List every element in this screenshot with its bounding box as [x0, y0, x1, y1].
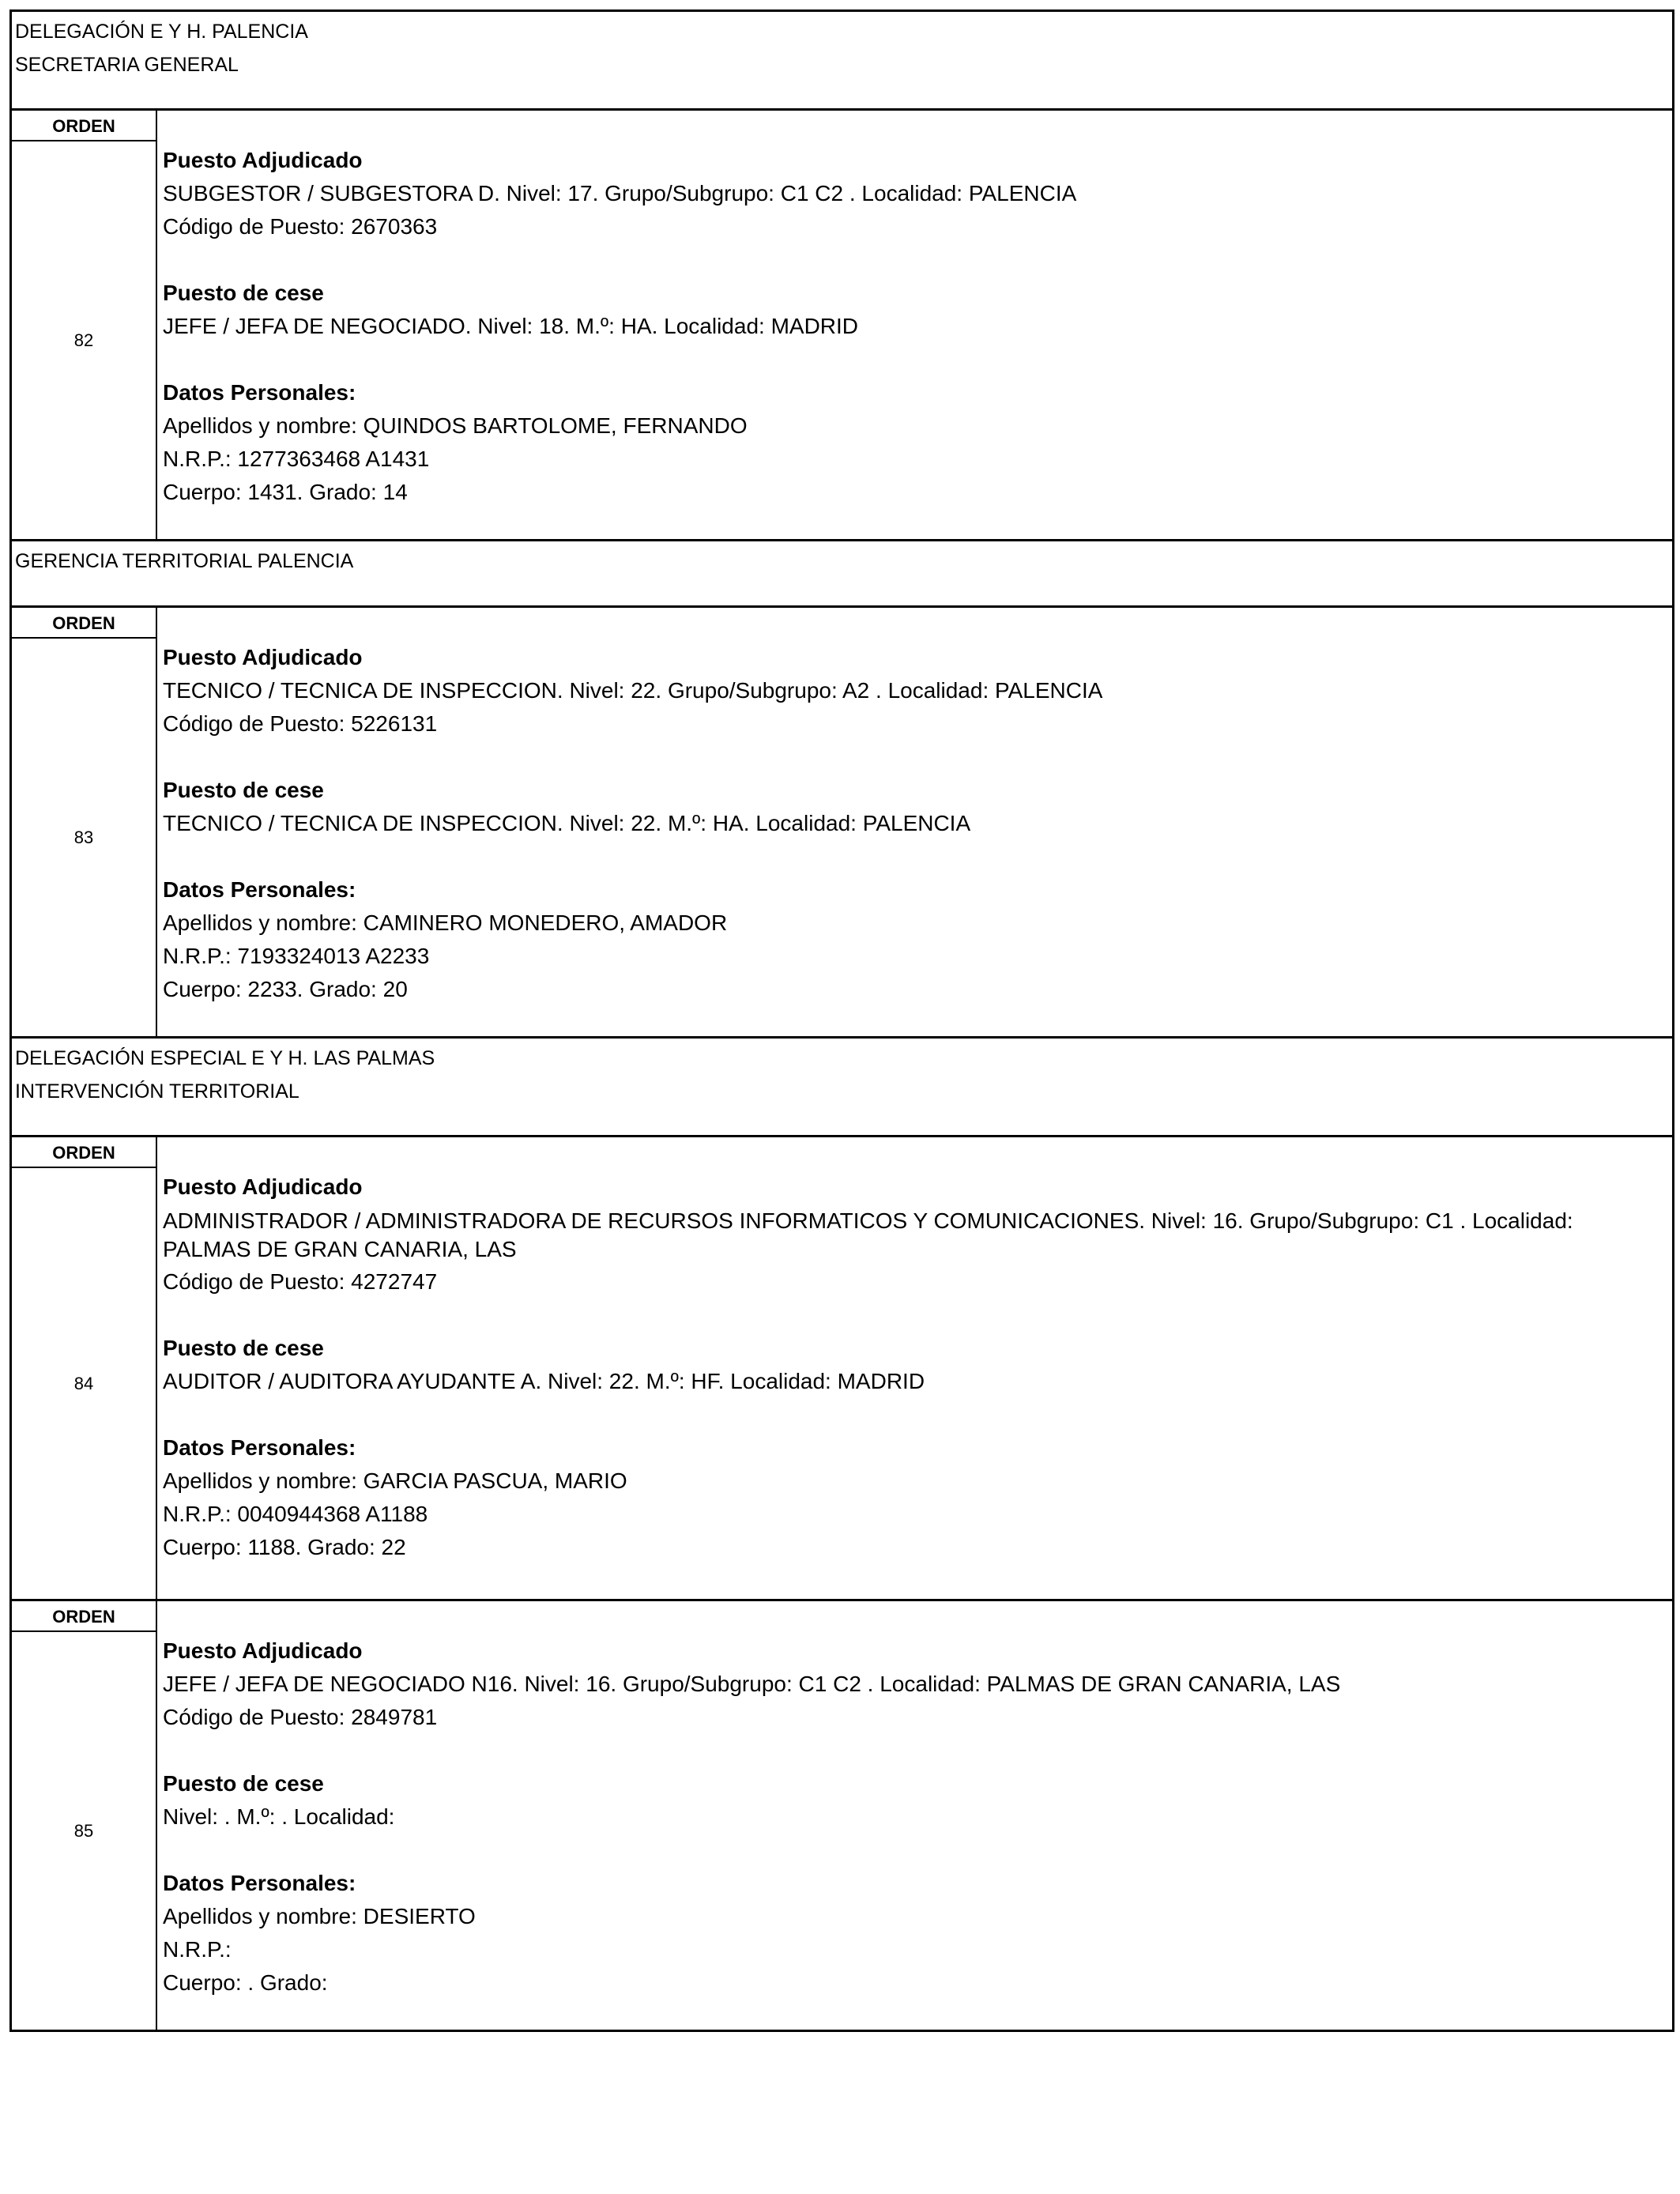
section-header	[12, 1036, 1672, 1135]
codigo-puesto: Código de Puesto: 2849781	[163, 1705, 438, 1729]
puesto-adjudicado-title: Puesto Adjudicado	[163, 1174, 363, 1199]
nrp: N.R.P.: 0040944368 A1188	[163, 1502, 428, 1526]
puesto-cese: Nivel: . M.º: . Localidad:	[163, 1804, 395, 1829]
orden-column	[12, 1601, 157, 2030]
puesto-adjudicado-title: Puesto Adjudicado	[163, 645, 363, 669]
section-header	[12, 9, 1672, 108]
apellidos-nombre: Apellidos y nombre: DESIERTO	[163, 1904, 476, 1928]
nrp: N.R.P.: 7193324013 A2233	[163, 944, 430, 968]
datos-personales-title: Datos Personales:	[163, 877, 356, 902]
section-header	[12, 539, 1672, 605]
puesto-adjudicado: SUBGESTOR / SUBGESTORA D. Nivel: 17. Grupo/Subgrupo: C1 C2 . Localidad: PALENCIA	[163, 181, 1077, 205]
cuerpo-grado: Cuerpo: . Grado:	[163, 1970, 328, 1995]
section-header-line: SECRETARIA GENERAL	[15, 54, 239, 76]
datos-personales-title: Datos Personales:	[163, 1871, 356, 1895]
record-details	[157, 608, 1672, 1036]
puesto-adjudicado: TECNICO / TECNICA DE INSPECCION. Nivel: 22. Grupo/Subgrupo: A2 . Localidad: PALENCIA	[163, 678, 1103, 703]
puesto-cese: TECNICO / TECNICA DE INSPECCION. Nivel: 22. M.º: HA. Localidad: PALENCIA	[163, 811, 971, 835]
resolution-table	[9, 9, 1674, 2032]
orden-label: ORDEN	[12, 608, 156, 639]
orden-number: 85	[73, 1820, 94, 1841]
section-header-line: INTERVENCIÓN TERRITORIAL	[15, 1080, 299, 1103]
cuerpo-grado: Cuerpo: 1431. Grado: 14	[163, 480, 408, 504]
section-header-line: DELEGACIÓN ESPECIAL E Y H. LAS PALMAS	[15, 1047, 435, 1069]
puesto-adjudicado: JEFE / JEFA DE NEGOCIADO N16. Nivel: 16. Grupo/Subgrupo: C1 C2 . Localidad: PALMAS DE GRAN CANARIA, LAS	[163, 1672, 1341, 1696]
table-row	[12, 1599, 1672, 2032]
puesto-cese: JEFE / JEFA DE NEGOCIADO. Nivel: 18. M.º: HA. Localidad: MADRID	[163, 314, 859, 338]
section-header-line: DELEGACIÓN E Y H. PALENCIA	[15, 21, 308, 43]
apellidos-nombre: Apellidos y nombre: QUINDOS BARTOLOME, FERNANDO	[163, 413, 748, 438]
puesto-cese: AUDITOR / AUDITORA AYUDANTE A. Nivel: 22. M.º: HF. Localidad: MADRID	[163, 1369, 925, 1393]
orden-number: 84	[73, 1373, 94, 1393]
record-details	[157, 1601, 1672, 2030]
puesto-cese-title: Puesto de cese	[163, 281, 324, 305]
puesto-cese-title: Puesto de cese	[163, 778, 324, 802]
record-details	[157, 111, 1672, 539]
nrp: N.R.P.: 1277363468 A1431	[163, 447, 430, 471]
record-details	[157, 1137, 1672, 1599]
orden-column	[12, 608, 157, 1036]
codigo-puesto: Código de Puesto: 5226131	[163, 711, 438, 736]
cuerpo-grado: Cuerpo: 2233. Grado: 20	[163, 977, 408, 1001]
codigo-puesto: Código de Puesto: 2670363	[163, 214, 438, 239]
orden-column	[12, 111, 157, 539]
orden-label: ORDEN	[12, 111, 156, 141]
orden-label: ORDEN	[12, 1601, 156, 1632]
puesto-adjudicado-title: Puesto Adjudicado	[163, 1638, 363, 1663]
apellidos-nombre: Apellidos y nombre: CAMINERO MONEDERO, AMADOR	[163, 910, 728, 935]
orden-number: 82	[73, 330, 94, 350]
datos-personales-title: Datos Personales:	[163, 380, 356, 405]
datos-personales-title: Datos Personales:	[163, 1435, 356, 1460]
section-header-line: GERENCIA TERRITORIAL PALENCIA	[15, 550, 354, 572]
apellidos-nombre: Apellidos y nombre: GARCIA PASCUA, MARIO	[163, 1468, 627, 1493]
puesto-adjudicado-title: Puesto Adjudicado	[163, 148, 363, 172]
cuerpo-grado: Cuerpo: 1188. Grado: 22	[163, 1535, 406, 1559]
table-row	[12, 108, 1672, 539]
orden-number: 83	[73, 827, 94, 847]
nrp: N.R.P.:	[163, 1937, 232, 1962]
codigo-puesto: Código de Puesto: 4272747	[163, 1269, 438, 1294]
orden-label: ORDEN	[12, 1137, 156, 1168]
puesto-cese-title: Puesto de cese	[163, 1771, 324, 1796]
table-row	[12, 1135, 1672, 1599]
orden-column	[12, 1137, 157, 1599]
puesto-cese-title: Puesto de cese	[163, 1336, 324, 1360]
table-row	[12, 605, 1672, 1036]
puesto-adjudicado: ADMINISTRADOR / ADMINISTRADORA DE RECURSOS INFORMATICOS Y COMUNICACIONES. Nivel: 16. Grupo/Subgrupo: C1 . Localidad: PALMAS DE GRAN CANARIA, LAS	[163, 1208, 1573, 1261]
